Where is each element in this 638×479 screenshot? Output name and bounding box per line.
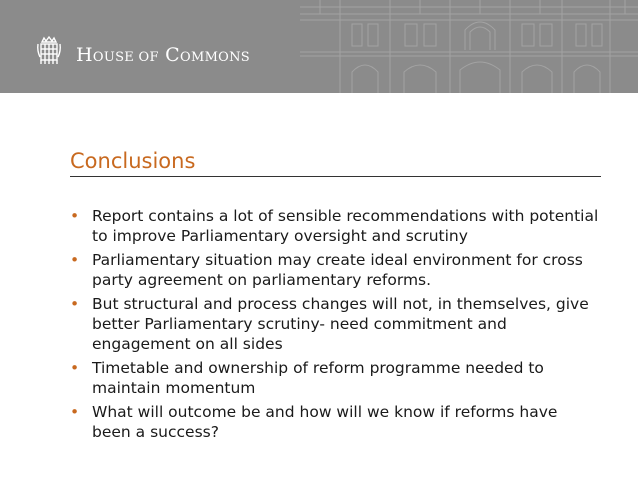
bullet-list bbox=[70, 206, 600, 446]
org-name-small-caps-3: OMMONS bbox=[180, 50, 251, 65]
bullet-text: Parliamentary situation may create ideal environment for cross party agreement on parliamentary reforms. bbox=[92, 251, 583, 289]
bullet-text: Report contains a lot of sensible recommendations with potential to improve Parliamentary oversight and scrutiny bbox=[92, 207, 599, 245]
bullet-item bbox=[70, 358, 600, 398]
bullet-item bbox=[70, 294, 600, 354]
building-facade-watermark bbox=[300, 0, 638, 93]
org-name-small-caps-1: OUSE bbox=[92, 50, 139, 65]
org-name-second-letter: C bbox=[158, 44, 180, 66]
bullet-text: But structural and process changes will not, in themselves, give better Parliamentary scrutiny- need commitment and engagement on all sides bbox=[92, 295, 589, 353]
header-banner bbox=[0, 0, 638, 93]
bullet-item bbox=[70, 402, 600, 442]
org-name-lead-letter: H bbox=[76, 44, 93, 66]
bullet-dot-icon: • bbox=[70, 251, 80, 269]
bullet-dot-icon: • bbox=[70, 207, 80, 225]
bullet-text: Timetable and ownership of reform programme needed to maintain momentum bbox=[92, 359, 544, 397]
bullet-dot-icon: • bbox=[70, 359, 80, 377]
bullet-item bbox=[70, 250, 600, 290]
bullet-text: What will outcome be and how will we know if reforms have been a success? bbox=[92, 403, 558, 441]
organization-name bbox=[76, 44, 250, 69]
bullet-dot-icon: • bbox=[70, 295, 80, 313]
portcullis-icon bbox=[33, 35, 65, 67]
title-underline bbox=[70, 176, 601, 177]
org-name-small-caps-2: OF bbox=[138, 50, 159, 65]
bullet-dot-icon: • bbox=[70, 403, 80, 421]
slide-title: Conclusions bbox=[70, 149, 196, 173]
bullet-item bbox=[70, 206, 600, 246]
